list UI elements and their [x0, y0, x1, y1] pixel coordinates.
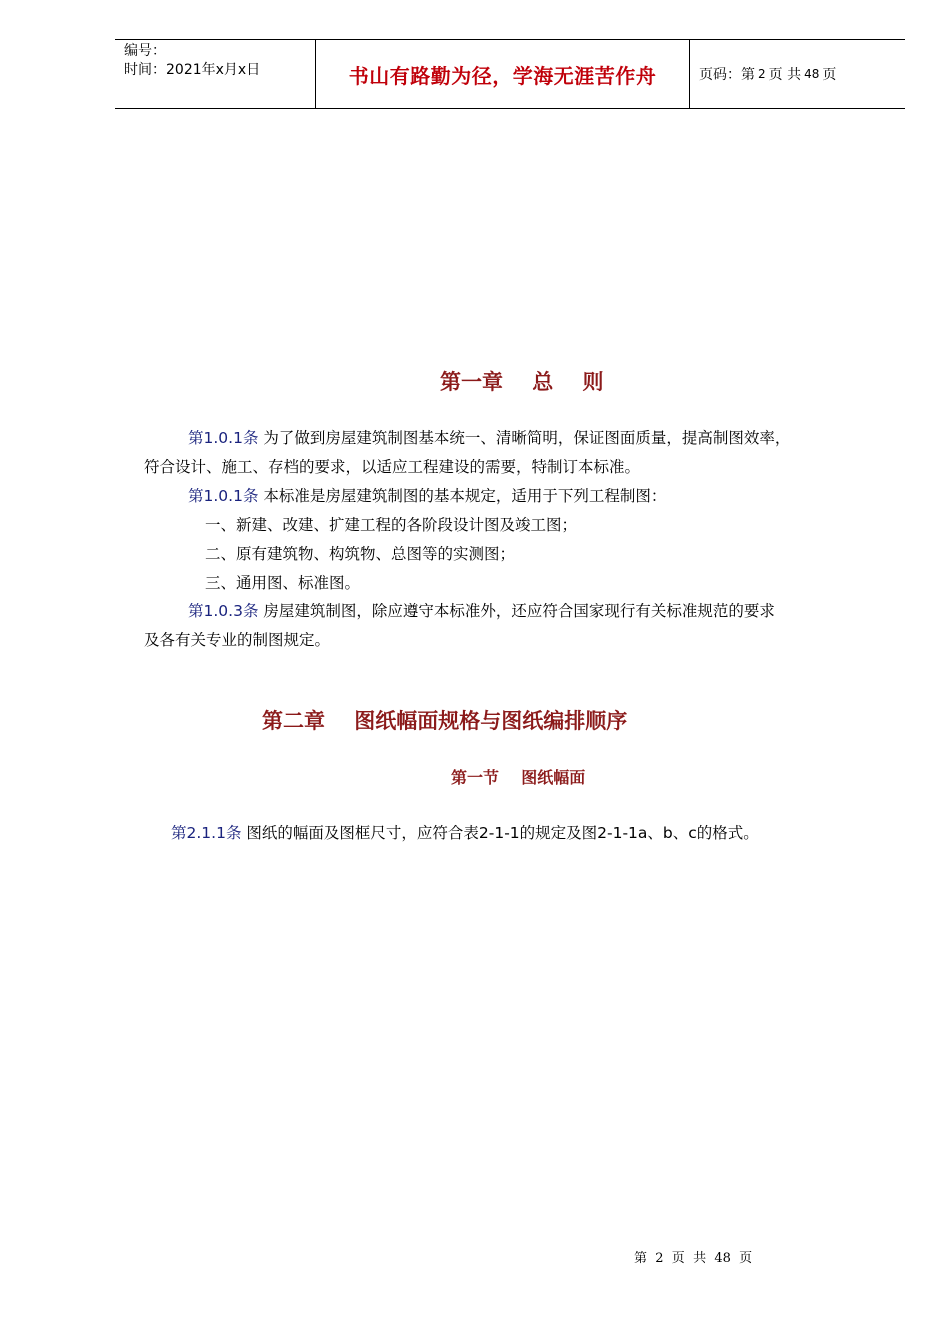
clause-2 [188, 482, 666, 511]
chapter-1-title: 第一章 总 则 [440, 370, 604, 394]
time-label: 时间：2021年x月x日 [124, 62, 261, 78]
clause-2-number: 第1.0.1条 [188, 487, 259, 505]
clause-1-text: 为了做到房屋建筑制图基本统一、清晰简明，保证图面质量，提高制图效率， [258, 429, 791, 447]
clause-2-1-1-number: 第2.1.1条 [171, 824, 242, 842]
page-footer: 第 2 页 共 48 页 [634, 1251, 753, 1266]
header-meta [115, 40, 316, 108]
clause-3-number: 第1.0.3条 [188, 602, 259, 620]
clause-2-1-1-text: 图纸的幅面及图框尺寸，应符合表2-1-1的规定及图2-1-1a、b、c的格式。 [241, 824, 759, 842]
list-item: 二、原有建筑物、构筑物、总图等的实测图； [205, 545, 516, 563]
page-prefix: 页码：第 [699, 67, 755, 83]
page-total: 48 [804, 67, 820, 81]
page-suffix: 页 [822, 67, 837, 83]
header-page-info [690, 40, 905, 108]
page-header [115, 39, 905, 109]
list-item: 一、新建、改建、扩建工程的各阶段设计图及竣工图； [205, 516, 578, 534]
clause-1-number: 第1.0.1条 [188, 429, 259, 447]
clause-3-text: 房屋建筑制图，除应遵守本标准外，还应符合国家现行有关标准规范的要求 [258, 602, 775, 620]
page-mid: 页 共 [768, 67, 802, 83]
list-item: 三、通用图、标准图。 [205, 574, 361, 592]
clause-2-text: 本标准是房屋建筑制图的基本规定，适用于下列工程制图： [258, 487, 667, 505]
chapter-2-title: 第二章 图纸幅面规格与图纸编排顺序 [262, 709, 628, 733]
motto: 书山有路勤为径，学海无涯苦作舟 [348, 63, 657, 88]
clause-2-1-1 [171, 819, 759, 848]
clause-3-line1 [188, 597, 775, 626]
page-number: 2 [758, 67, 766, 81]
clause-1-line1 [188, 424, 790, 453]
clause-3-line2: 及各有关专业的制图规定。 [144, 631, 331, 649]
header-motto-cell [316, 40, 690, 108]
code-label: 编号： [124, 43, 166, 59]
clause-1-line2: 符合设计、施工、存档的要求，以适应工程建设的需要，特制订本标准。 [144, 458, 641, 476]
section-1-title: 第一节 图纸幅面 [451, 768, 586, 787]
